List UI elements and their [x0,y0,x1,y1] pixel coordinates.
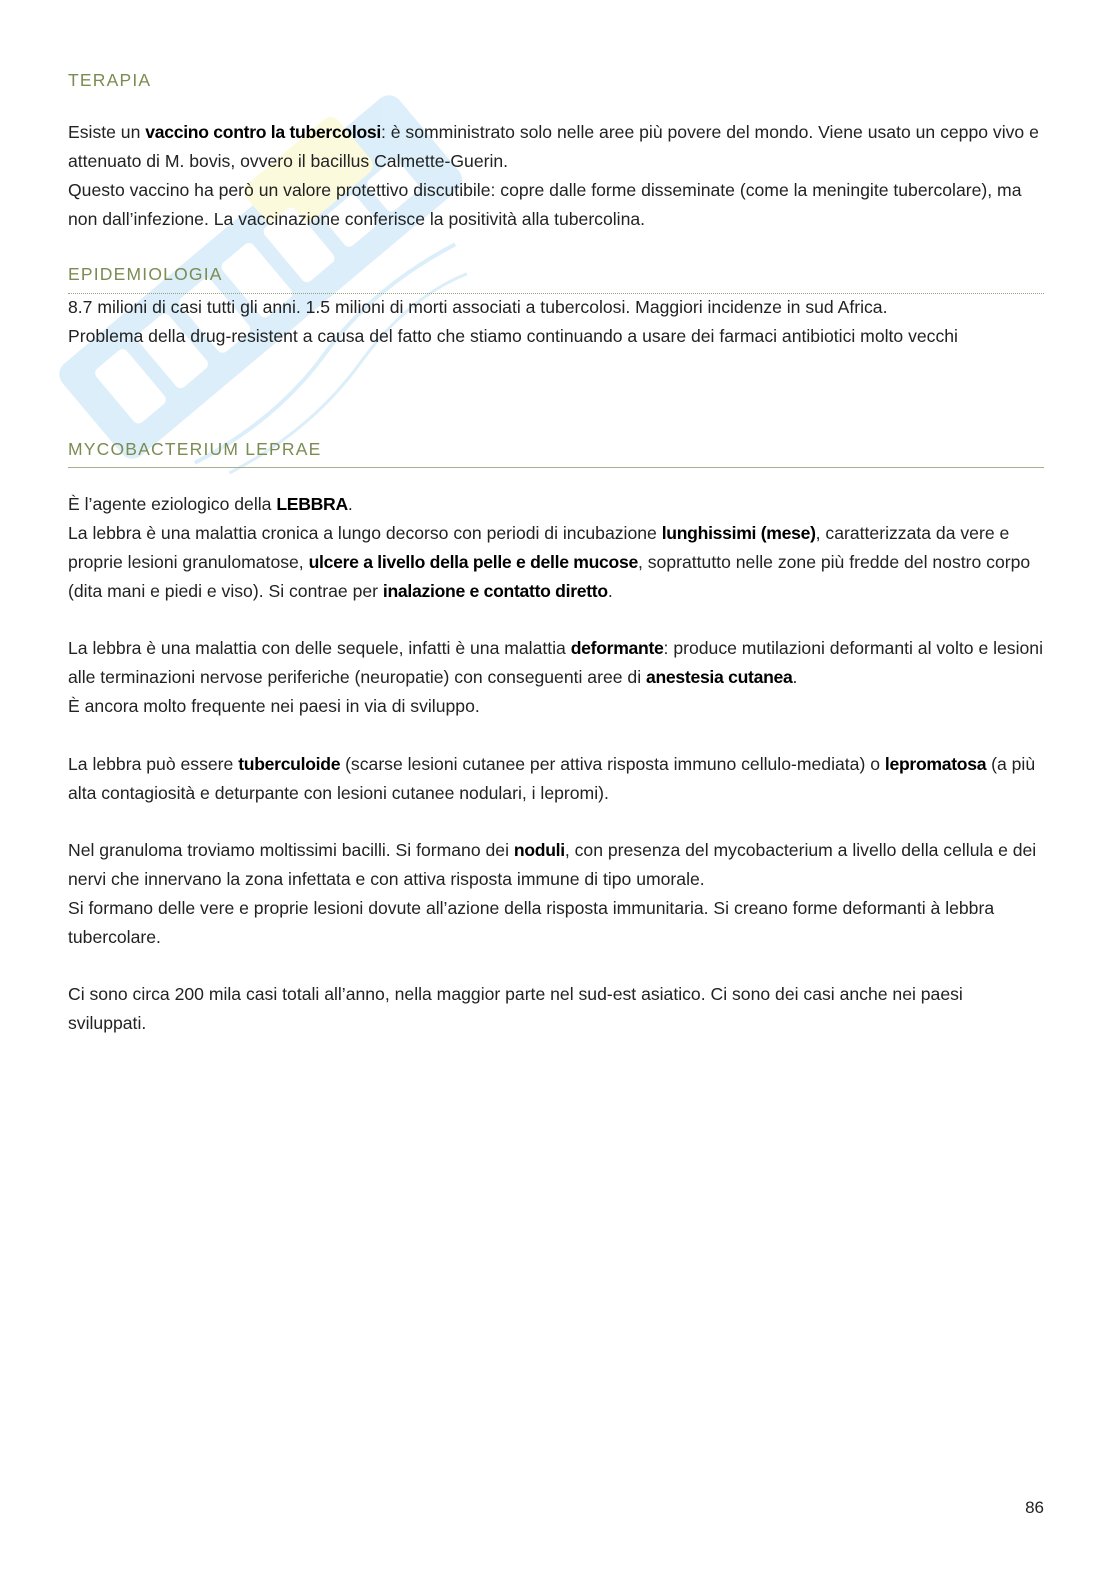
highlight: inalazione e contatto diretto [382,581,608,601]
text: : è somministrato solo nelle aree più povere del mondo. Viene usato un ceppo vivo e attenuato di M. bovis, ovvero il bacillus Calmette-Guerin. [68,122,1039,171]
paragraph-leprae-1 [68,490,1044,606]
highlight: tuberculoide [238,754,341,774]
text: . [792,667,798,687]
highlight-vaccino: vaccino contro la tubercolosi [145,122,381,142]
text: 8.7 milioni di casi tutti gli anni. 1.5 milioni di morti associati a tubercolosi. Maggiori incidenze in sud Africa. [68,297,888,317]
text: , con presenza del mycobacterium a livello della cellula e dei nervi che innervano la zona infettata e con attiva risposta immune di tipo umorale. [68,840,1037,889]
text: , soprattutto nelle zone più fredde del nostro corpo (dita mani e piedi e viso). Si contrae per [68,552,1031,601]
highlight: lepromatosa [884,754,987,774]
paragraph-terapia [68,118,1044,234]
heading-underline [68,467,1044,468]
paragraph-leprae-5: Ci sono circa 200 mila casi totali all’anno, nella maggior parte nel sud-est asiatico. Ci sono dei casi anche nei paesi sviluppati. [68,984,963,1033]
text: (scarse lesioni cutanee per attiva risposta immuno cellulo-mediata) o [340,754,885,774]
text: Nel granuloma troviamo moltissimi bacilli. Si formano dei [68,840,514,860]
heading-mycobacterium-leprae: MYCOBACTERIUM LEPRAE [68,439,322,459]
text: : produce mutilazioni deformanti al volto e lesioni alle terminazioni nervose periferiche (neuropatie) con conseguenti aree di [68,638,1043,687]
highlight: LEBBRA [276,494,348,514]
highlight: anestesia cutanea [646,667,793,687]
text: . [347,494,353,514]
text: , caratterizzata da vere e proprie lesioni granulomatose, [68,523,1010,572]
heading-epidemiologia: EPIDEMIOLOGIA [68,264,223,284]
paragraph-leprae-4 [68,836,1044,952]
highlight: ulcere a livello della pelle e delle mucose [308,552,638,572]
paragraph-epidemiologia [68,293,1044,351]
text: Problema della drug-resistent a causa del fatto che stiamo continuando a usare dei farmaci antibiotici molto vecchi [68,326,958,346]
text: (a più alta contagiosità e deturpante con lesioni cutanee nodulari, i lepromi). [68,754,1036,803]
text: La lebbra può essere [68,754,239,774]
text: È l’agente eziologico della [68,494,277,514]
text: La lebbra è una malattia cronica a lungo decorso con periodi di incubazione [68,523,662,543]
text: Questo vaccino ha però un valore protettivo discutibile: copre dalle forme disseminate (come la meningite tubercolare), ma non dall’infezione. La vaccinazione conferisce la positività alla tubercolina. [68,180,1022,229]
paragraph-leprae-3 [68,750,1044,808]
highlight: noduli [513,840,565,860]
paragraph-leprae-2 [68,634,1044,721]
text: . [607,581,613,601]
text: La lebbra è una malattia con delle sequele, infatti è una malattia [68,638,571,658]
text: Si formano delle vere e proprie lesioni dovute all’azione della risposta immunitaria. Si creano forme deformanti à lebbra tubercolare. [68,898,995,947]
highlight: lunghissimi (mese) [661,523,816,543]
text: Esiste un [68,122,146,142]
page-number: 86 [1025,1498,1044,1517]
highlight: deformante [570,638,664,658]
text: È ancora molto frequente nei paesi in via di sviluppo. [68,696,480,716]
heading-terapia: TERAPIA [68,70,152,90]
